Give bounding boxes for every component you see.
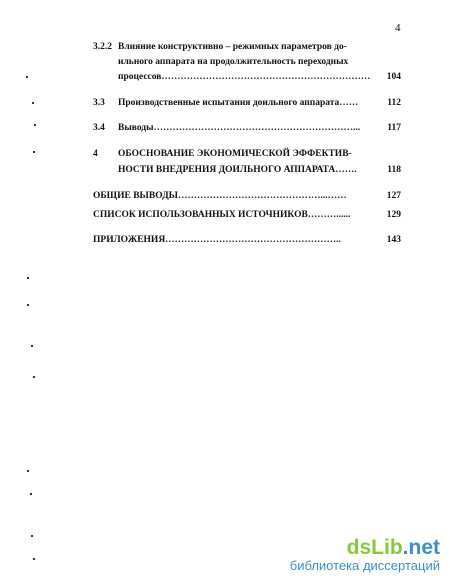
toc-entry-page: 118 — [387, 165, 401, 175]
toc-entry-line: ПРИЛОЖЕНИЯ……………………………………………….. — [93, 235, 341, 245]
page-number: 4 — [395, 22, 401, 34]
toc-entry-line: Влияние конструктивно – режимных параметров до- — [118, 42, 347, 52]
scan-speck — [34, 124, 36, 126]
toc-entry-line: процессов………………………………………………………… — [118, 72, 371, 82]
toc-entry-line: ОБЩИЕ ВЫВОДЫ………………………………………...…… — [93, 191, 347, 201]
toc-entry-page: 129 — [386, 210, 401, 220]
toc-entry-page: 117 — [387, 123, 401, 133]
scan-speck — [32, 102, 34, 104]
toc-entry-number: 3.2.2 — [93, 42, 112, 52]
scan-speck — [33, 558, 35, 560]
toc-entry-line: Выводы………………………………………………………... — [118, 123, 361, 133]
toc-entry-page: 127 — [386, 191, 401, 201]
toc-entry-line: ОБОСНОВАНИЕ ЭКОНОМИЧЕСКОЙ ЭФФЕКТИВ- — [118, 149, 352, 159]
toc-entry-line: ильного аппарата на продолжительность переходных — [118, 57, 349, 67]
scan-speck — [33, 376, 35, 378]
scan-speck — [33, 151, 35, 153]
scan-speck — [31, 345, 33, 347]
scan-speck — [30, 493, 32, 495]
toc-entry-page: 104 — [386, 72, 401, 82]
toc-entry-page: 112 — [387, 98, 401, 108]
scan-speck — [27, 470, 29, 472]
toc-entry-number: 3.3 — [93, 98, 105, 108]
toc-entry-line: Производственные испытания доильного аппарата…… — [118, 98, 359, 108]
toc-entry-number: 4 — [93, 149, 98, 159]
watermark — [290, 537, 440, 572]
toc-entry-line: СПИСОК ИСПОЛЬЗОВАННЫХ ИСТОЧНИКОВ………...... — [93, 210, 351, 220]
watermark-subtitle: библиотека диссертаций — [289, 558, 440, 573]
scan-speck — [31, 535, 33, 537]
toc-entry-line: НОСТИ ВНЕДРЕНИЯ ДОИЛЬНОГО АППАРАТА……. — [118, 165, 357, 175]
toc-entry-number: 3.4 — [93, 123, 105, 133]
logo-net: .net — [402, 536, 440, 559]
dslib-logo — [347, 537, 440, 558]
scan-speck — [27, 304, 29, 306]
logo-lib: Lib — [371, 536, 403, 559]
scan-speck — [27, 277, 29, 279]
scan-speck — [26, 76, 28, 78]
toc-entry-page: 143 — [386, 235, 401, 245]
logo-ds: ds — [346, 536, 372, 559]
